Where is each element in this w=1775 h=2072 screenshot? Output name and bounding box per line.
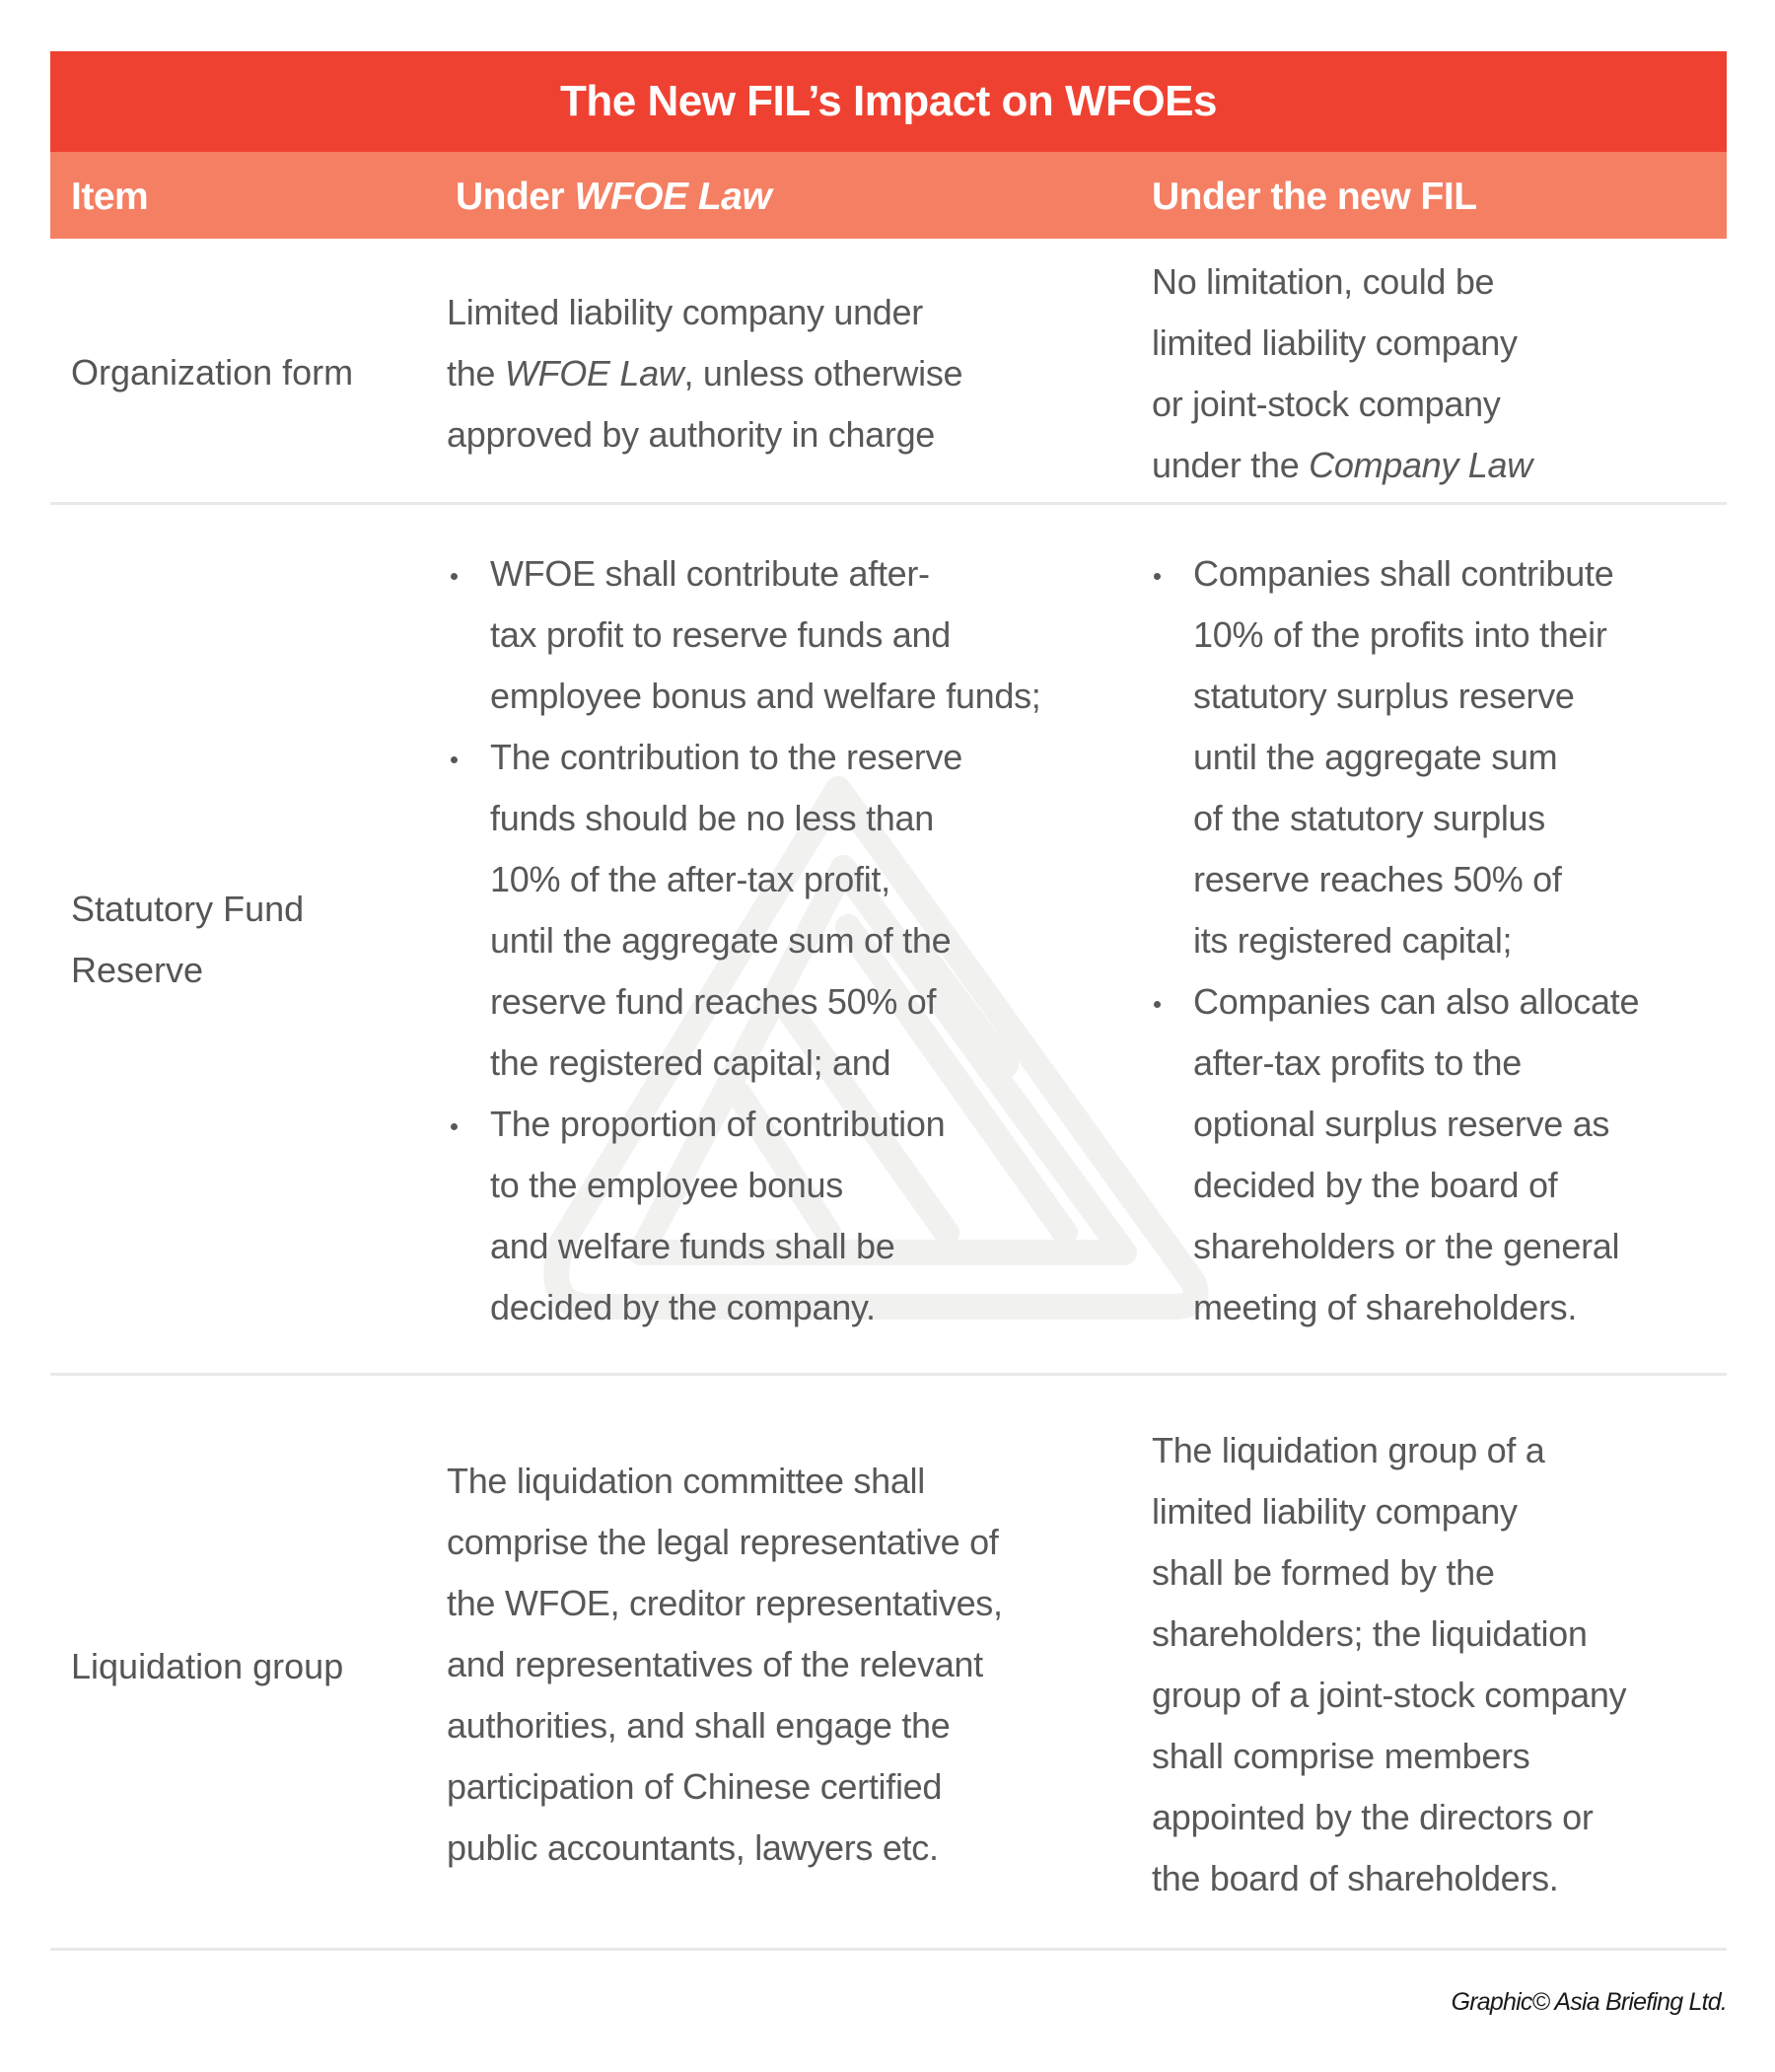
row2-wfoe-bullet-line: to the employee bonus xyxy=(490,1165,843,1205)
row1-fil-line: under the Company Law xyxy=(1152,445,1532,485)
row2-fil-bullet-line: Companies can also allocate xyxy=(1193,981,1640,1022)
header-item: Item xyxy=(71,176,149,218)
row1-fil-line: No limitation, could be xyxy=(1152,261,1495,302)
row-label-statutory-fund-reserve: Statutory Fund Reserve xyxy=(71,889,305,990)
header-row xyxy=(50,152,1727,239)
row-label-liquidation-group: Liquidation group xyxy=(71,1646,344,1686)
row2-fil-bullet-line: reserve reaches 50% of xyxy=(1193,859,1562,899)
copyright-credit: Graphic© Asia Briefing Ltd. xyxy=(1451,1988,1727,2016)
row2-wfoe-bullet-line: WFOE shall contribute after- xyxy=(490,553,930,594)
header-wfoe-italic: WFOE Law xyxy=(574,176,772,218)
row2-wfoe-bullet-line: and welfare funds shall be xyxy=(490,1226,895,1266)
row-divider xyxy=(50,1948,1727,1951)
row2-wfoe-bullet-icon xyxy=(451,1123,458,1130)
row1-fil-cell xyxy=(1152,251,1532,496)
row3-wfoe-line: the WFOE, creditor representatives, xyxy=(447,1583,1003,1623)
row-label-organization-form: Organization form xyxy=(71,352,354,393)
row2-fil-bullet-icon xyxy=(1154,573,1161,580)
row2-wfoe-bullet-icon xyxy=(451,756,458,763)
row2-fil-bullet-line: shareholders or the general xyxy=(1193,1226,1620,1266)
header-wfoe-law xyxy=(456,152,771,239)
row3-fil-line: appointed by the directors or xyxy=(1152,1797,1594,1837)
row1-wfoe-line: the WFOE Law, unless otherwise xyxy=(447,353,963,393)
row2-wfoe-bullet-line: 10% of the after-tax profit, xyxy=(490,859,890,899)
row1-fil-line: or joint-stock company xyxy=(1152,384,1501,424)
row3-fil-cell xyxy=(1152,1420,1626,1909)
row2-fil-bullet-line: 10% of the profits into their xyxy=(1193,614,1607,655)
row2-wfoe-bullet-line: the registered capital; and xyxy=(490,1042,891,1083)
row2-fil-bullet-line: meeting of shareholders. xyxy=(1193,1287,1578,1327)
row2-fil-bullet-line: decided by the board of xyxy=(1193,1165,1558,1205)
row3-fil-line: shall be formed by the xyxy=(1152,1552,1495,1593)
row3-wfoe-line: comprise the legal representative of xyxy=(447,1522,999,1562)
title-bar xyxy=(50,51,1727,152)
row1-wfoe-line: approved by authority in charge xyxy=(447,414,936,455)
row3-wfoe-line: The liquidation committee shall xyxy=(447,1461,925,1501)
row2-fil-bullet-line: until the aggregate sum xyxy=(1193,737,1558,777)
row3-wfoe-line: participation of Chinese certified xyxy=(447,1766,943,1807)
row2-fil-bullet-line: Companies shall contribute xyxy=(1193,553,1614,594)
row2-wfoe-bullet-line: tax profit to reserve funds and xyxy=(490,614,951,655)
row3-wfoe-line: and representatives of the relevant xyxy=(447,1644,983,1684)
row1-wfoe-cell xyxy=(447,282,962,465)
row2-wfoe-bullet-line: The proportion of contribution xyxy=(490,1104,946,1144)
row3-wfoe-cell xyxy=(447,1451,1003,1879)
row2-fil-bullet-line: of the statutory surplus xyxy=(1193,798,1545,838)
row-divider xyxy=(50,1373,1727,1376)
row2-wfoe-bullet-line: The contribution to the reserve xyxy=(490,737,962,777)
header-wfoe-prefix: Under xyxy=(456,176,575,218)
row2-fil-bullet-line: its registered capital; xyxy=(1193,920,1513,961)
row2-fil-bullet-line: optional surplus reserve as xyxy=(1193,1104,1610,1144)
row3-wfoe-line: public accountants, lawyers etc. xyxy=(447,1827,939,1868)
header-new-fil: Under the new FIL xyxy=(1152,176,1477,218)
table-title: The New FIL’s Impact on WFOEs xyxy=(560,77,1217,125)
row3-fil-line: group of a joint-stock company xyxy=(1152,1675,1627,1715)
row3-fil-line: The liquidation group of a xyxy=(1152,1430,1545,1470)
row2-fil-bullet-icon xyxy=(1154,1001,1161,1008)
row3-fil-line: shareholders; the liquidation xyxy=(1152,1613,1588,1654)
row3-wfoe-line: authorities, and shall engage the xyxy=(447,1705,951,1746)
row-divider xyxy=(50,502,1727,505)
row2-wfoe-bullet-line: funds should be no less than xyxy=(490,798,934,838)
row2-wfoe-bullet-line: decided by the company. xyxy=(490,1287,876,1327)
row2-fil-bullet-line: statutory surplus reserve xyxy=(1193,676,1575,716)
row2-wfoe-bullet-line: employee bonus and welfare funds; xyxy=(490,676,1041,716)
row2-wfoe-bullet-line: reserve fund reaches 50% of xyxy=(490,981,937,1022)
row3-fil-line: shall comprise members xyxy=(1152,1736,1530,1776)
row3-fil-line: limited liability company xyxy=(1152,1491,1518,1532)
row2-wfoe-bullet-line: until the aggregate sum of the xyxy=(490,920,952,961)
row2-wfoe-bullet-icon xyxy=(451,573,458,580)
row1-fil-line: limited liability company xyxy=(1152,322,1518,363)
row2-fil-bullet-line: after-tax profits to the xyxy=(1193,1042,1522,1083)
row1-wfoe-line: Limited liability company under xyxy=(447,292,923,332)
row3-fil-line: the board of shareholders. xyxy=(1152,1858,1559,1898)
